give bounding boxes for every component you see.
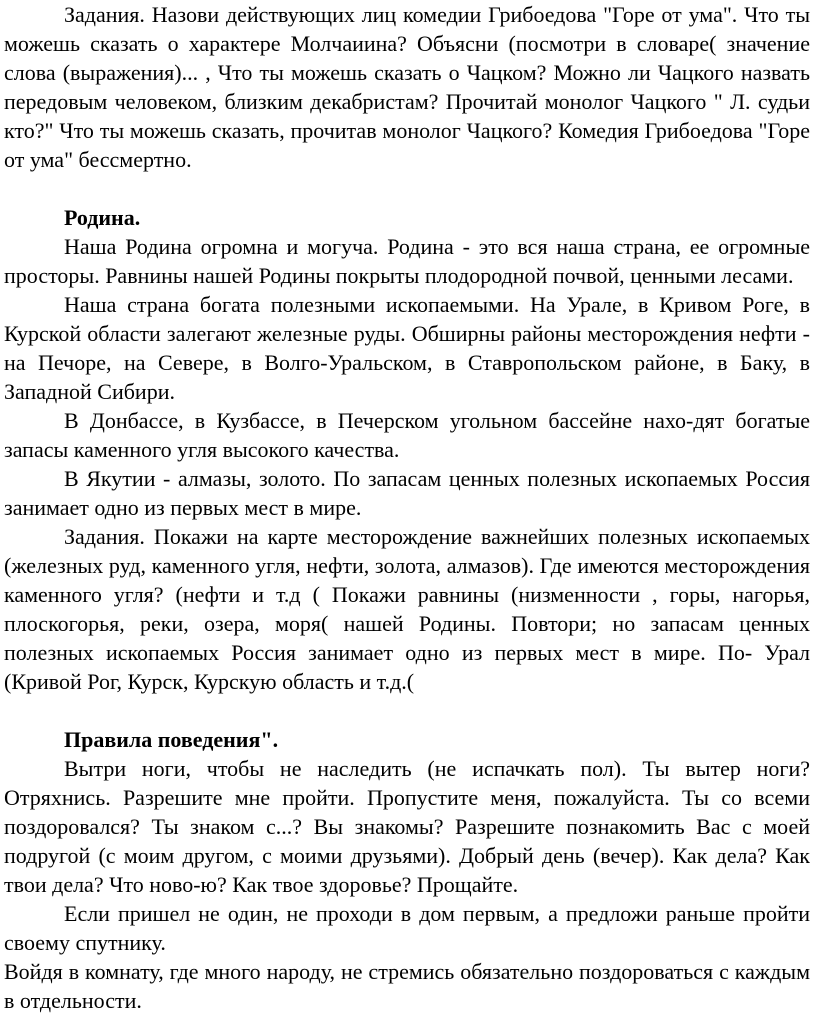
rodina-assignment-paragraph: Задания. Покажи на карте месторождение важнейших полезных ископаемых (железных руд, каменного угля, нефти, золота, алмазов). Где имеются месторождения каменного угля? (нефти и т.д ( Покажи равнины (низменности , горы, нагорья, плоскогорья, реки, озера, моря( нашей Родины. Повтори; но запасам ценных полезных ископаемых Россия занимает одно из первых мест в мире. По- Урал (Кривой Рог, Курск, Курскую область и т.д.( xyxy=(4,524,810,694)
rules-paragraph-3: Войдя в комнату, где много народу, не стремись обязательно поздороваться с каждым в отдельности. xyxy=(4,959,810,1013)
rodina-paragraph-3: В Донбассе, в Кузбассе, в Печерском угольном бассейне нахо-дят богатые запасы каменного угля высокого качества. xyxy=(4,408,810,462)
rodina-paragraph-2: Наша страна богата полезными ископаемыми. На Урале, в Кривом Роге, в Курской области залегают железные руды. Обширны районы месторождения нефти - на Печоре, на Севере, в Волго-Уральском, в Ставропольском районе, в Баку, в Западной Сибири. xyxy=(4,292,810,404)
spacer xyxy=(4,696,810,725)
griboedov-assignment-paragraph: Задания. Назови действующих лиц комедии Грибоедова "Горе от ума". Что ты можешь сказать о характере Молчаиина? Объясни (посмотри в словаре( значение слова (выражения)... , Что ты можешь сказать о Чацком? Можно ли Чацкого назвать передовым человеком, близким декабристам? Прочитай монолог Чацкого " Л. судьи кто?" Что ты можешь сказать, прочитав монолог Чацкого? Комедия Грибоедова "Горе от ума" бессмертно. xyxy=(4,2,810,172)
rules-paragraph-2: Если пришел не один, не проходи в дом первым, а предложи раньше пройти своему спутнику. xyxy=(4,901,810,955)
spacer xyxy=(4,174,810,203)
rodina-paragraph-1: Наша Родина огромна и могуча. Родина - это вся наша страна, ее огромные просторы. Равнины нашей Родины покрыты плодородной почвой, ценными лесами. xyxy=(4,234,810,288)
section-heading-rules: Правила поведения". xyxy=(64,727,279,752)
section-heading-rodina: Родина. xyxy=(64,205,141,230)
rules-paragraph-1: Вытри ноги, чтобы не наследить (не испачкать пол). Ты вытер ноги? Отряхнись. Разрешите мне пройти. Пропустите меня, пожалуйста. Ты со всеми поздоровался? Ты знаком с...? Вы знакомы? Разрешите познакомить Вас с моей подругой (с моим другом, с моими друзьями). Добрый день (вечер). Как дела? Как твои дела? Что ново-ю? Как твое здоровье? Прощайте. xyxy=(4,756,810,897)
rodina-paragraph-4: В Якутии - алмазы, золото. По запасам ценных полезных ископаемых Россия занимает одно из первых мест в мире. xyxy=(4,466,810,520)
